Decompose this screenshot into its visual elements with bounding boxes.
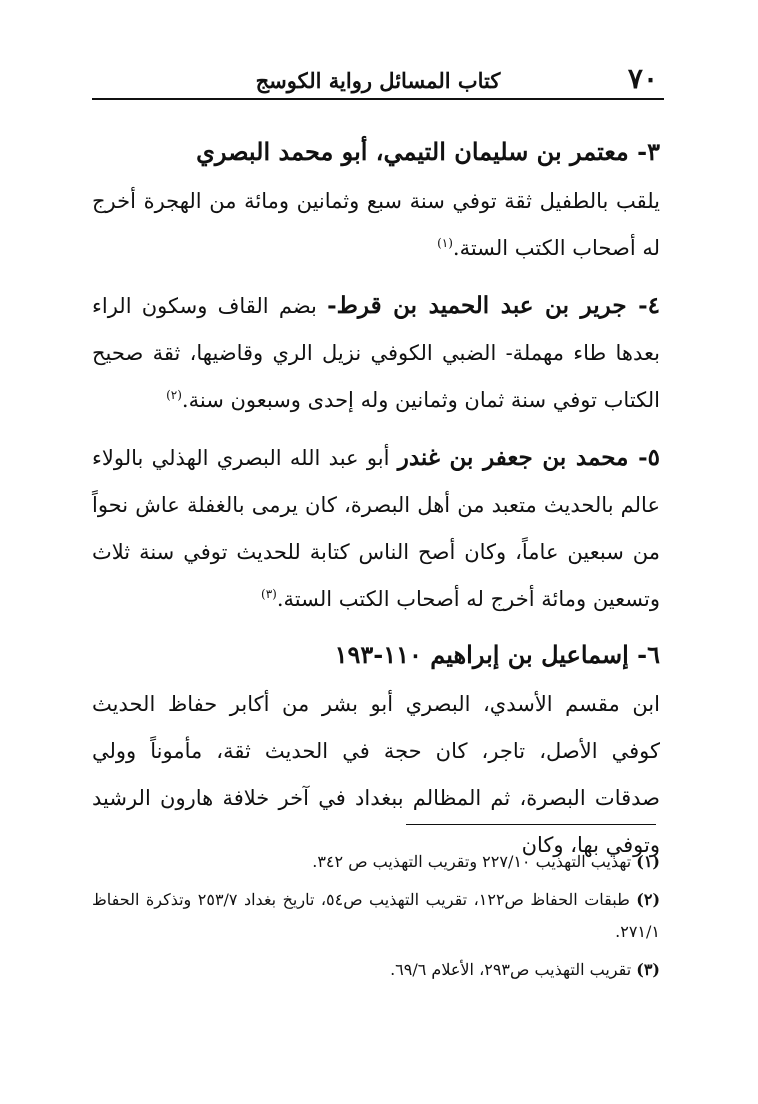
footnotes	[92, 846, 660, 992]
entry-paragraph	[92, 681, 660, 869]
footnote-number: (٣)	[636, 960, 660, 979]
entry-text: يلقب بالطفيل ثقة توفي سنة سبع وثمانين ومائة من الهجرة أخرج له أصحاب الكتب الستة.	[92, 189, 660, 260]
footnote-text: تهذيب التهذيب ٢٢٧/١٠ وتقريب التهذيب ص ٣٤٢.	[312, 852, 637, 871]
footnote-ref[interactable]: (٢)	[166, 388, 182, 402]
entry-lead: ٥- محمد بن جعفر بن غندر	[397, 444, 660, 471]
entry-paragraph	[92, 434, 660, 623]
footnote-text: طبقات الحفاظ ص١٢٢، تقريب التهذيب ص٥٤، تاريخ بغداد ٢٥٣/٧ وتذكرة الحفاظ ٢٧١/١.	[92, 890, 660, 941]
page-number: ٧٠	[627, 62, 658, 95]
entry-paragraph	[92, 282, 660, 424]
footnote	[92, 884, 660, 948]
entry-heading: ٦- إسماعيل بن إبراهيم ١١٠-١٩٣	[334, 640, 660, 669]
entry-text: ابن مقسم الأسدي، البصري أبو بشر من أكابر حفاظ الحديث كوفي الأصل، تاجر، كان حجة في الحديث ثقة، مأموناً وولي صدقات البصرة، ثم المظالم ببغداد في آخر خلافة هارون الرشيد وتوفي بها، وكان	[92, 692, 660, 857]
footnote-text: تقريب التهذيب ص٢٩٣، الأعلام ٦٩/٦.	[390, 960, 637, 979]
footnote-separator	[406, 824, 656, 825]
footnote-number: (١)	[636, 852, 660, 871]
entry-heading: ٣- معتمر بن سليمان التيمي، أبو محمد البصري	[196, 137, 660, 166]
footnote-ref[interactable]: (٣)	[261, 587, 277, 601]
entry-text: أبو عبد الله البصري الهذلي بالولاء عالم بالحديث متعبد من أهل البصرة، كان يرمى بالغفلة عاش نحواً من سبعين عاماً، وكان أصح الناس كتابة للحديث توفي سنة ثلاث وتسعين ومائة أخرج له أصحاب الكتب الستة.	[92, 446, 660, 611]
entry-lead: ٤- جرير بن عبد الحميد بن قرط-	[327, 292, 660, 319]
entry-text: بضم القاف وسكون الراء بعدها طاء مهملة- الضبي الكوفي نزيل الري وقاضيها، ثقة صحيح الكتاب توفي سنة ثمان وثمانين وله إحدى وسبعون سنة.	[92, 294, 660, 412]
entry-paragraph	[92, 178, 660, 272]
book-title: كتاب المسائل رواية الكوسج	[255, 68, 501, 93]
running-header	[92, 62, 664, 100]
footnote	[92, 846, 660, 878]
footnote	[92, 954, 660, 986]
main-text	[92, 130, 660, 879]
footnote-ref[interactable]: (١)	[437, 236, 453, 250]
footnote-number: (٢)	[636, 890, 661, 909]
